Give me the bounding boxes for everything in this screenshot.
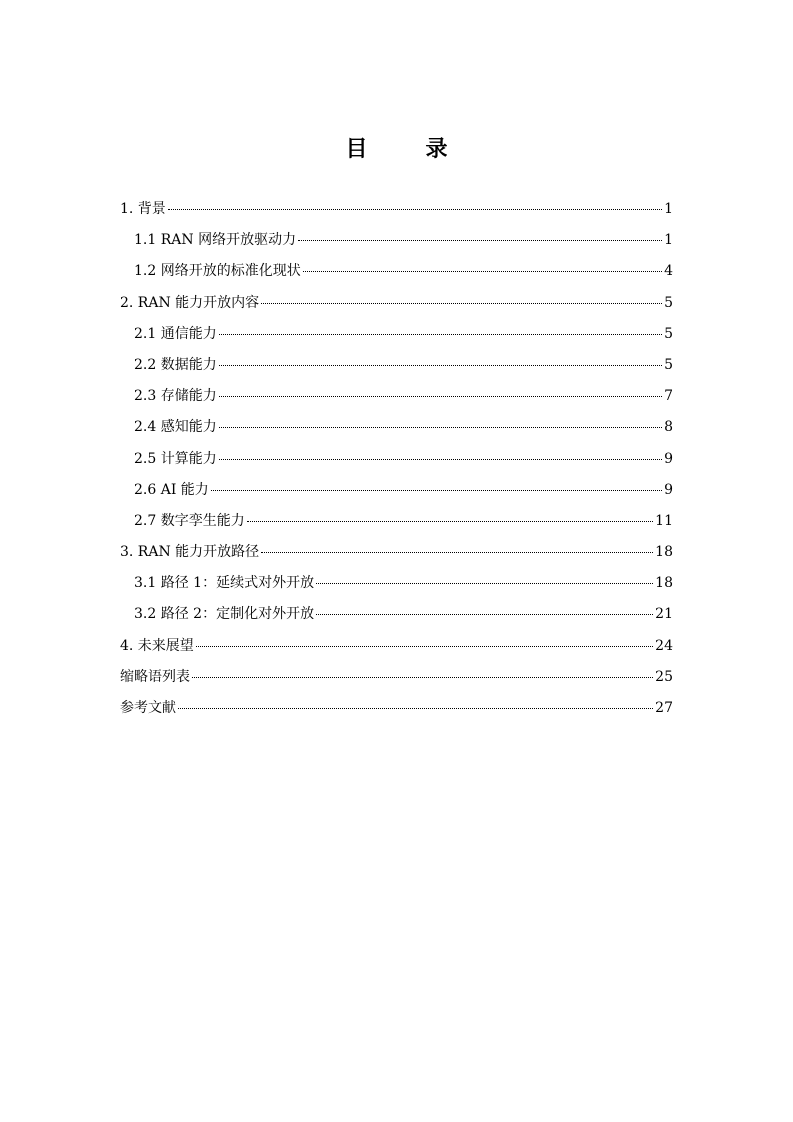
toc-page-number: 5 — [664, 325, 673, 342]
toc-page-number: 9 — [664, 481, 673, 498]
toc-entry-text: 1. 背景 — [120, 201, 166, 217]
toc-dot-leader — [192, 677, 653, 678]
toc-dot-leader — [219, 396, 662, 397]
toc-dot-leader — [261, 303, 662, 304]
toc-entry-text: 2.7 数字孪生能力 — [134, 512, 245, 529]
toc-page-number: 7 — [664, 388, 673, 405]
toc-entry-text: 2.4 感知能力 — [134, 419, 217, 436]
toc-page-number: 18 — [655, 544, 673, 561]
toc-entry-text: 3. RAN 能力开放路径 — [120, 544, 260, 561]
toc-dot-leader — [316, 583, 653, 584]
toc-entry-text: 1.1 RAN 网络开放驱动力 — [134, 232, 297, 249]
toc-dot-leader — [211, 490, 662, 491]
toc-dot-leader — [219, 334, 662, 335]
toc-list — [120, 194, 673, 724]
toc-entry[interactable] — [120, 631, 673, 662]
toc-dot-leader — [219, 427, 662, 428]
toc-entry[interactable] — [120, 256, 673, 287]
toc-page-number: 18 — [655, 575, 673, 592]
toc-page-number: 1 — [664, 201, 673, 217]
toc-dot-leader — [178, 708, 653, 709]
toc-entry[interactable] — [120, 194, 673, 225]
toc-entry[interactable] — [120, 288, 673, 319]
toc-page-number: 27 — [655, 700, 673, 716]
toc-dot-leader — [219, 459, 662, 460]
toc-entry[interactable] — [120, 412, 673, 443]
toc-dot-leader — [316, 614, 653, 615]
toc-dot-leader — [196, 646, 653, 647]
toc-entry-text: 2.5 计算能力 — [134, 450, 217, 467]
toc-entry[interactable] — [120, 350, 673, 381]
toc-entry-text: 3.2 路径 2：定制化对外开放 — [134, 606, 315, 623]
toc-entry[interactable] — [120, 225, 673, 256]
toc-entry-text: 2. RAN 能力开放内容 — [120, 294, 260, 311]
toc-entry[interactable] — [120, 693, 673, 724]
toc-entry-text: 缩略语列表 — [120, 668, 190, 685]
toc-entry-text: 1.2 网络开放的标准化现状 — [134, 263, 301, 280]
toc-entry-text: 参考文献 — [120, 700, 176, 716]
toc-page-number: 24 — [655, 637, 673, 654]
toc-entry[interactable] — [120, 599, 673, 630]
toc-entry[interactable] — [120, 662, 673, 693]
toc-page-number: 4 — [664, 263, 673, 280]
toc-entry-text: 2.1 通信能力 — [134, 325, 217, 342]
toc-entry[interactable] — [120, 444, 673, 475]
toc-page-number: 9 — [664, 450, 673, 467]
toc-page-number: 1 — [664, 232, 673, 249]
toc-entry-text: 2.6 AI 能力 — [134, 481, 209, 498]
toc-dot-leader — [168, 209, 662, 210]
toc-entry[interactable] — [120, 537, 673, 568]
toc-page-number: 21 — [655, 606, 673, 623]
toc-page-number: 25 — [655, 668, 673, 685]
toc-page-number: 8 — [664, 419, 673, 436]
toc-entry[interactable] — [120, 568, 673, 599]
toc-entry[interactable] — [120, 506, 673, 537]
toc-page-number: 11 — [655, 512, 673, 529]
toc-entry-text: 2.3 存储能力 — [134, 388, 217, 405]
toc-dot-leader — [303, 271, 662, 272]
toc-dot-leader — [261, 552, 653, 553]
toc-dot-leader — [298, 240, 662, 241]
toc-page-number: 5 — [664, 356, 673, 373]
toc-entry-text: 2.2 数据能力 — [134, 356, 217, 373]
toc-entry[interactable] — [120, 381, 673, 412]
toc-entry-text: 4. 未来展望 — [120, 637, 194, 654]
toc-entry[interactable] — [120, 319, 673, 350]
toc-page-number: 5 — [664, 294, 673, 311]
toc-dot-leader — [247, 521, 653, 522]
toc-dot-leader — [219, 365, 662, 366]
toc-entry-text: 3.1 路径 1：延续式对外开放 — [134, 575, 315, 592]
toc-entry[interactable] — [120, 475, 673, 506]
toc-title: 目 录 — [345, 136, 466, 162]
